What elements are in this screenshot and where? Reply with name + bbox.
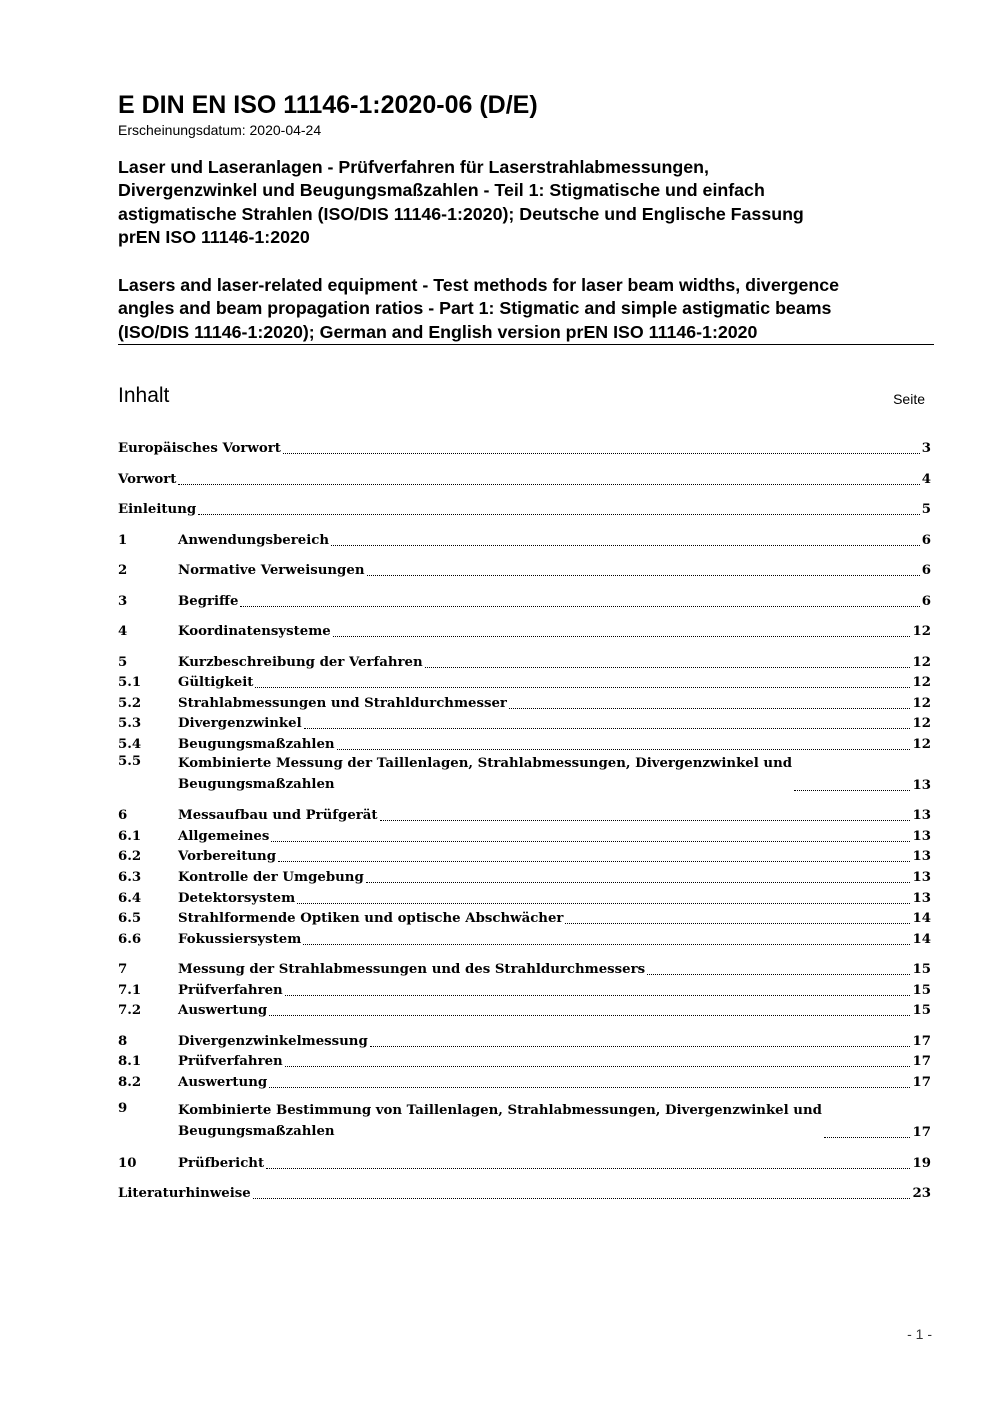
toc-entry-page: 12 [912,624,931,639]
toc-entry-page: 15 [912,983,931,998]
toc-entry-page: 13 [912,849,931,864]
toc-entry[interactable] [118,692,931,713]
title-english-line: angles and beam propagation ratios - Part 1: Stigmatic and simple astigmatic beams [118,298,832,319]
toc-entry-page: 13 [912,778,931,793]
toc-entry[interactable] [118,928,931,949]
toc-entry-title: Messaufbau und Prüfgerät [178,808,378,823]
toc-entry-number: 6.4 [118,891,142,906]
toc-entry-page: 15 [912,962,931,977]
toc-entry-title: Fokussiersystem [178,932,302,947]
toc-entry[interactable] [118,620,931,641]
toc-entry-title: Anwendungsbereich [178,533,330,548]
toc-entry-page: 12 [912,737,931,752]
toc-entry-title-line: Beugungsmaßzahlen [178,1124,335,1139]
toc-entry[interactable] [118,671,931,692]
toc-leader-dots [253,1198,911,1199]
toc-leader-dots [794,790,910,791]
toc-entry-number: 6.6 [118,932,142,947]
toc-entry-number: 10 [118,1156,137,1171]
toc-entry-title: Begriffe [178,594,239,609]
toc-entry-page: 12 [912,655,931,670]
toc-entry-number: 1 [118,533,128,548]
toc-entry-page: 12 [912,696,931,711]
toc-entry-title: Kurzbeschreibung der Verfahren [178,655,423,670]
toc-entry-title: Strahlabmessungen und Strahldurchmesser [178,696,507,711]
toc-leader-dots [337,749,911,750]
toc-entry-page: 13 [912,891,931,906]
toc-entry[interactable] [118,979,931,1000]
toc-entry-page: 6 [921,533,931,548]
toc-entry-title: Normative Verweisungen [178,563,365,578]
toc-entry[interactable] [118,804,931,825]
toc-entry-title: Auswertung [178,1003,268,1018]
toc-entry-number: 5.3 [118,716,142,731]
toc-entry-title [178,1100,822,1142]
toc-entry[interactable] [118,907,931,928]
toc-entry-title: Vorbereitung [178,849,277,864]
toc-entry[interactable] [118,733,931,754]
toc-entry-page: 17 [912,1034,931,1049]
toc-entry[interactable] [118,1050,931,1071]
toc-entry-number: 2 [118,563,128,578]
toc-entry-number: 5.2 [118,696,142,711]
title-english-line: Lasers and laser-related equipment - Test methods for laser beam widths, divergence [118,275,840,295]
title-divider [118,344,934,345]
toc-entry-page: 15 [912,1003,931,1018]
toc-entry-page: 12 [912,716,931,731]
toc-entry-title-line: Kombinierte Messung der Taillenlagen, Strahlabmessungen, Divergenzwinkel und [178,756,793,771]
toc-entry-title: Europäisches Vorwort [118,441,281,456]
toc-leader-dots [178,484,919,485]
toc-entry-title: Strahlformende Optiken und optische Abschwächer [178,911,564,926]
toc-entry-title: Detektorsystem [178,891,296,906]
toc-leader-dots [647,974,910,975]
toc-entry-title: Divergenzwinkel [178,716,302,731]
toc-entry-page: 4 [921,472,931,487]
toc-leader-dots [333,636,911,637]
toc-entry-page: 17 [912,1054,931,1069]
toc-entry-number: 6.5 [118,911,142,926]
toc-entry-title: Auswertung [178,1075,268,1090]
toc-heading: Inhalt [118,384,170,407]
toc-entry-number: 5 [118,655,128,670]
toc-entry-page: 17 [912,1075,931,1090]
toc-entry[interactable] [118,529,931,550]
title-german-line: Laser und Laseranlagen - Prüfverfahren für Laserstrahlabmessungen, [118,157,709,177]
toc-leader-dots [285,995,911,996]
toc-entry-page: 6 [921,563,931,578]
toc-entry-number: 8.2 [118,1075,142,1090]
toc-entry-page: 12 [912,675,931,690]
toc-entry-page: 14 [912,932,931,947]
toc-entry-number: 5.5 [118,754,142,769]
toc-entry-title-line: Kombinierte Bestimmung von Taillenlagen, Strahlabmessungen, Divergenzwinkel und [178,1103,822,1118]
toc-entry-number: 7.1 [118,983,142,998]
toc-leader-dots [278,861,910,862]
toc-entry-title: Allgemeines [178,829,270,844]
toc-leader-dots [304,728,911,729]
toc-entry-number: 6.1 [118,829,142,844]
toc-entry-page: 17 [912,1125,931,1140]
toc-leader-dots [240,606,919,607]
toc-entry-page: 13 [912,870,931,885]
toc-entry[interactable] [118,887,931,908]
toc-leader-dots [269,1087,910,1088]
toc-entry-page: 3 [921,441,931,456]
toc-entry[interactable] [118,1100,931,1142]
toc-entry[interactable] [118,651,931,672]
toc-entry-page: 13 [912,808,931,823]
toc-leader-dots [509,708,911,709]
toc-entry[interactable] [118,1152,931,1173]
publication-date: Erscheinungsdatum: 2020-04-24 [118,122,322,138]
toc-entry-number: 9 [118,1101,128,1116]
toc-entry-page: 6 [921,594,931,609]
toc-entry[interactable] [118,845,931,866]
toc-entry[interactable] [118,712,931,733]
toc-leader-dots [824,1137,911,1138]
toc-leader-dots [565,923,910,924]
toc-leader-dots [266,1168,910,1169]
toc-entry[interactable] [118,958,931,979]
toc-entry[interactable] [118,866,931,887]
toc-entry-number: 5.4 [118,737,142,752]
title-german-line: Divergenzwinkel und Beugungsmaßzahlen - Teil 1: Stigmatische und einfach [118,180,765,201]
toc-leader-dots [370,1046,911,1047]
toc-entry[interactable] [118,1182,931,1203]
toc-entry-title: Gültigkeit [178,675,254,690]
toc-entry-page: 19 [912,1156,931,1171]
toc-entry-title: Beugungsmaßzahlen [178,737,335,752]
toc-entry-title: Prüfverfahren [178,1054,283,1069]
toc-entry-number: 6.3 [118,870,142,885]
toc-entry-title: Messung der Strahlabmessungen und des Strahldurchmessers [178,962,646,977]
toc-entry[interactable] [118,437,931,458]
title-english [118,274,934,344]
toc-entry-title: Einleitung [118,502,197,517]
toc-entry-number: 3 [118,594,128,609]
toc-entry-title: Koordinatensysteme [178,624,331,639]
toc-leader-dots [269,1015,910,1016]
toc-leader-dots [380,820,911,821]
toc-entry[interactable] [118,1071,931,1092]
toc-entry-number: 7 [118,962,128,977]
toc-entry-title: Prüfverfahren [178,983,283,998]
toc-entry-title: Literaturhinweise [118,1186,251,1201]
toc-leader-dots [331,545,920,546]
toc-leader-dots [367,575,920,576]
toc-entry-page: 5 [921,502,931,517]
title-german-line: astigmatische Strahlen (ISO/DIS 11146-1:2020); Deutsche und Englische Fassung [118,203,804,224]
toc-entry[interactable] [118,590,931,611]
toc-leader-dots [303,944,910,945]
toc-entry[interactable] [118,498,931,519]
toc-leader-dots [283,453,920,454]
toc-leader-dots [255,687,910,688]
toc-entry-title [178,753,792,795]
toc-entry-title: Kontrolle der Umgebung [178,870,364,885]
title-german-line: prEN ISO 11146-1:2020 [118,227,310,248]
toc-entry-number: 5.1 [118,675,142,690]
toc-entry-page: 14 [912,911,931,926]
toc-entry-page: 23 [912,1186,931,1201]
toc-entry-number: 6.2 [118,849,142,864]
toc-leader-dots [366,882,911,883]
toc-leader-dots [425,667,911,668]
toc-entry[interactable] [118,999,931,1020]
page-number: - 1 - [907,1326,932,1342]
toc-entry-number: 6 [118,808,128,823]
toc-entry-title: Vorwort [118,472,177,487]
toc-entry-title-line: Beugungsmaßzahlen [178,777,335,792]
toc-entry-title: Prüfbericht [178,1156,265,1171]
document-id: E DIN EN ISO 11146-1:2020-06 (D/E) [118,91,538,119]
toc-entry[interactable] [118,825,931,846]
title-german [118,156,934,250]
toc-entry[interactable] [118,559,931,580]
toc-entry-number: 7.2 [118,1003,142,1018]
title-english-line: (ISO/DIS 11146-1:2020); German and English version prEN ISO 11146-1:2020 [118,321,758,342]
toc-entry[interactable] [118,468,931,489]
toc-entry-number: 8 [118,1034,128,1049]
toc-page-column-header: Seite [893,391,925,407]
toc-entry-title: Divergenzwinkelmessung [178,1034,368,1049]
toc-leader-dots [271,841,910,842]
toc-leader-dots [297,903,910,904]
toc-entry[interactable] [118,1030,931,1051]
toc-entry-number: 8.1 [118,1054,142,1069]
toc-leader-dots [198,514,920,515]
toc-entry[interactable] [118,753,931,795]
toc-entry-page: 13 [912,829,931,844]
toc-leader-dots [285,1066,911,1067]
toc-entry-number: 4 [118,624,128,639]
